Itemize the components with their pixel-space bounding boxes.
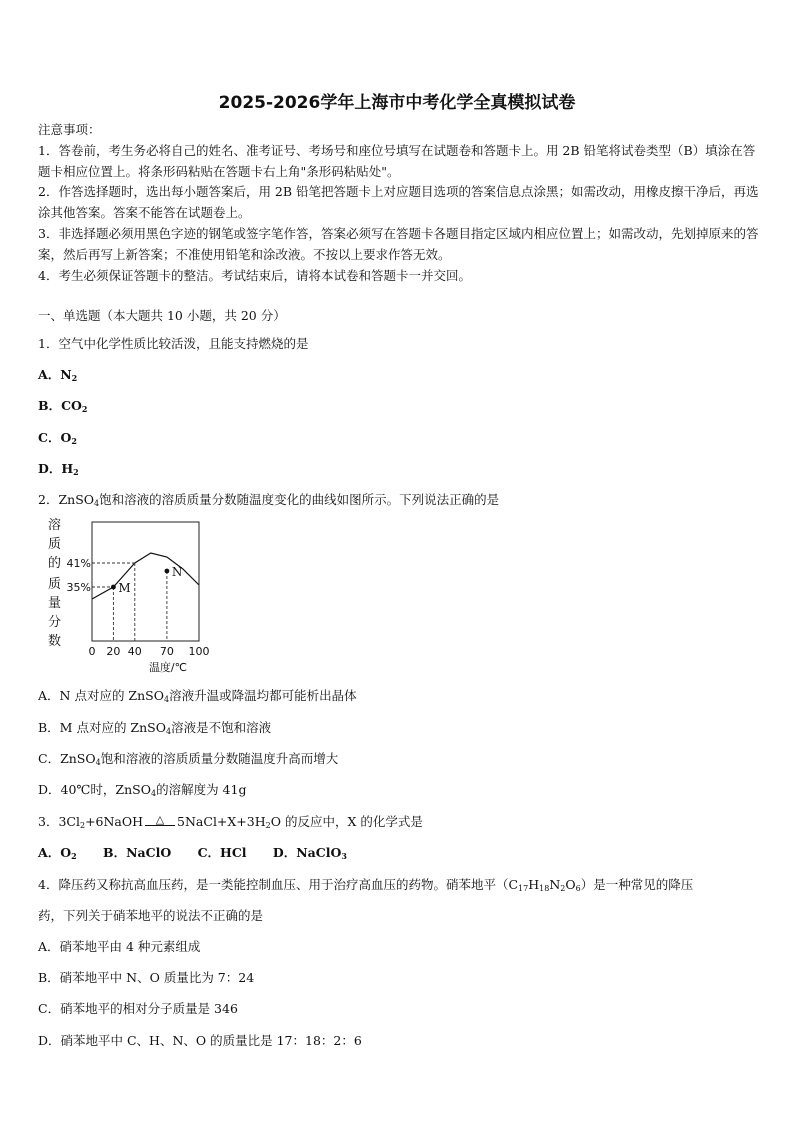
notes-heading: 注意事项： [38,122,101,137]
note-item-4: 4．考生必须保证答题卡的整洁。考试结束后，请将本试卷和答题卡一并交回。 [38,267,471,283]
y-axis-label-char: 量 [48,596,62,611]
y-axis-label-char: 溶 [48,518,62,533]
y-tick-label: 35% [66,581,91,594]
y-axis-label [48,517,61,649]
note-item-2: 2．作答选择题时，选出每小题答案后，用 2B 铅笔把答题卡上对应题目选项的答案信息点涂黑；如需改动，用橡皮擦干净后，再选涂其他答案。答案不能答在试题卷上。 [38,184,759,221]
q2-option-a: A．N 点对应的 ZnSO$_4$溶液升温或降温均都可能析出晶体 [38,688,357,704]
point-N [165,569,170,574]
note-item-3: 3．非选择题必须用黑色字迹的钢笔或签字笔作答，答案必须写在答题卡各题目指定区域内相应位置上；如需改动，先划掉原来的答案，然后再写上新答案；不准使用铅笔和涂改液。不按以上要求作答无效。 [38,225,759,262]
heat-symbol: △ [145,814,175,826]
y-axis-label-char: 数 [48,634,62,649]
q1-stem: 1．空气中化学性质比较活泼，且能支持燃烧的是 [38,336,309,351]
q4-option-a: A．硝苯地平由 4 种元素组成 [38,939,201,954]
q1-option-c: C．$O_2$ [38,430,77,446]
point-label-N: N [171,565,183,579]
q3-option-c: C．HCl [197,845,247,860]
q4-stem-line1: 4．降压药又称抗高血压药，是一类能控制血压、用于治疗高血压的药物。硝苯地平$(C_{17}H_{18}N_2O_6)$是一种常见的降压 [38,877,694,893]
section-heading: 一、单选题（本大题共 10 小题，共 20 分） [38,308,286,323]
q1-option-d: D．$H_2$ [38,461,79,477]
y-axis-label-char: 分 [48,615,62,630]
page-title: 2025-2026学年上海市中考化学全真模拟试卷 [218,93,576,113]
plot-frame [92,522,199,641]
q1-option-b: B．$CO_2$ [38,398,88,414]
x-tick-label: 40 [127,645,142,658]
q2-option-b: B．M 点对应的 ZnSO$_4$溶液是不饱和溶液 [38,720,272,736]
q4-option-b: B．硝苯地平中 N、O 质量比为 7：24 [38,970,255,985]
q3-options [38,843,347,861]
q3-option-a: A．$O_2$ [38,845,77,861]
q3-stem: 3．$3Cl_2+6NaOH$ △ $5NaCl+X+3H_2O$ 的反应中，X 的化学式是 [38,813,423,830]
q1-option-a: A．$N_2$ [38,367,78,383]
solubility-curve [92,553,199,599]
x-tick-label: 100 [188,645,210,658]
y-axis-label-char: 质 [48,537,62,552]
point-M [111,585,116,590]
y-axis-label-char: 质 [48,577,62,592]
q4-stem-line2: 药，下列关于硝苯地平的说法不正确的是 [38,908,264,923]
q2-option-c: C．ZnSO$_4$饱和溶液的溶质质量分数随温度升高而增大 [38,751,339,767]
q2-option-d: D．40℃时，ZnSO$_4$的溶解度为 41g [38,782,247,798]
q4-option-c: C．硝苯地平的相对分子质量是 346 [38,1001,238,1016]
solubility-chart [40,512,230,677]
y-tick-label: 41% [66,557,91,570]
q4-option-d: D．硝苯地平中 C、H、N、O 的质量比是 17：18：2：6 [38,1033,362,1048]
point-label-M: M [118,581,131,595]
q2-stem: 2．ZnSO$_4$饱和溶液的溶质质量分数随温度变化的曲线如图所示。下列说法正确的是 [38,492,500,508]
x-tick-label: 20 [106,645,121,658]
y-axis-label-char: 的 [48,556,62,571]
x-tick-label: 70 [159,645,174,658]
x-axis-label: 温度/℃ [148,661,187,674]
q3-option-b: B．NaClO [103,845,172,860]
q3-option-d: D．NaClO$_3$ [272,845,347,861]
notes-block [38,120,760,286]
x-tick-label: 0 [88,645,96,658]
note-item-1: 1．答卷前，考生务必将自己的姓名、准考证号、考场号和座位号填写在试题卷和答题卡上。用 2B 铅笔将试卷类型（B）填涂在答题卡相应位置上。将条形码粘贴在答题卡右上角"条形码粘贴处"。 [38,142,756,179]
